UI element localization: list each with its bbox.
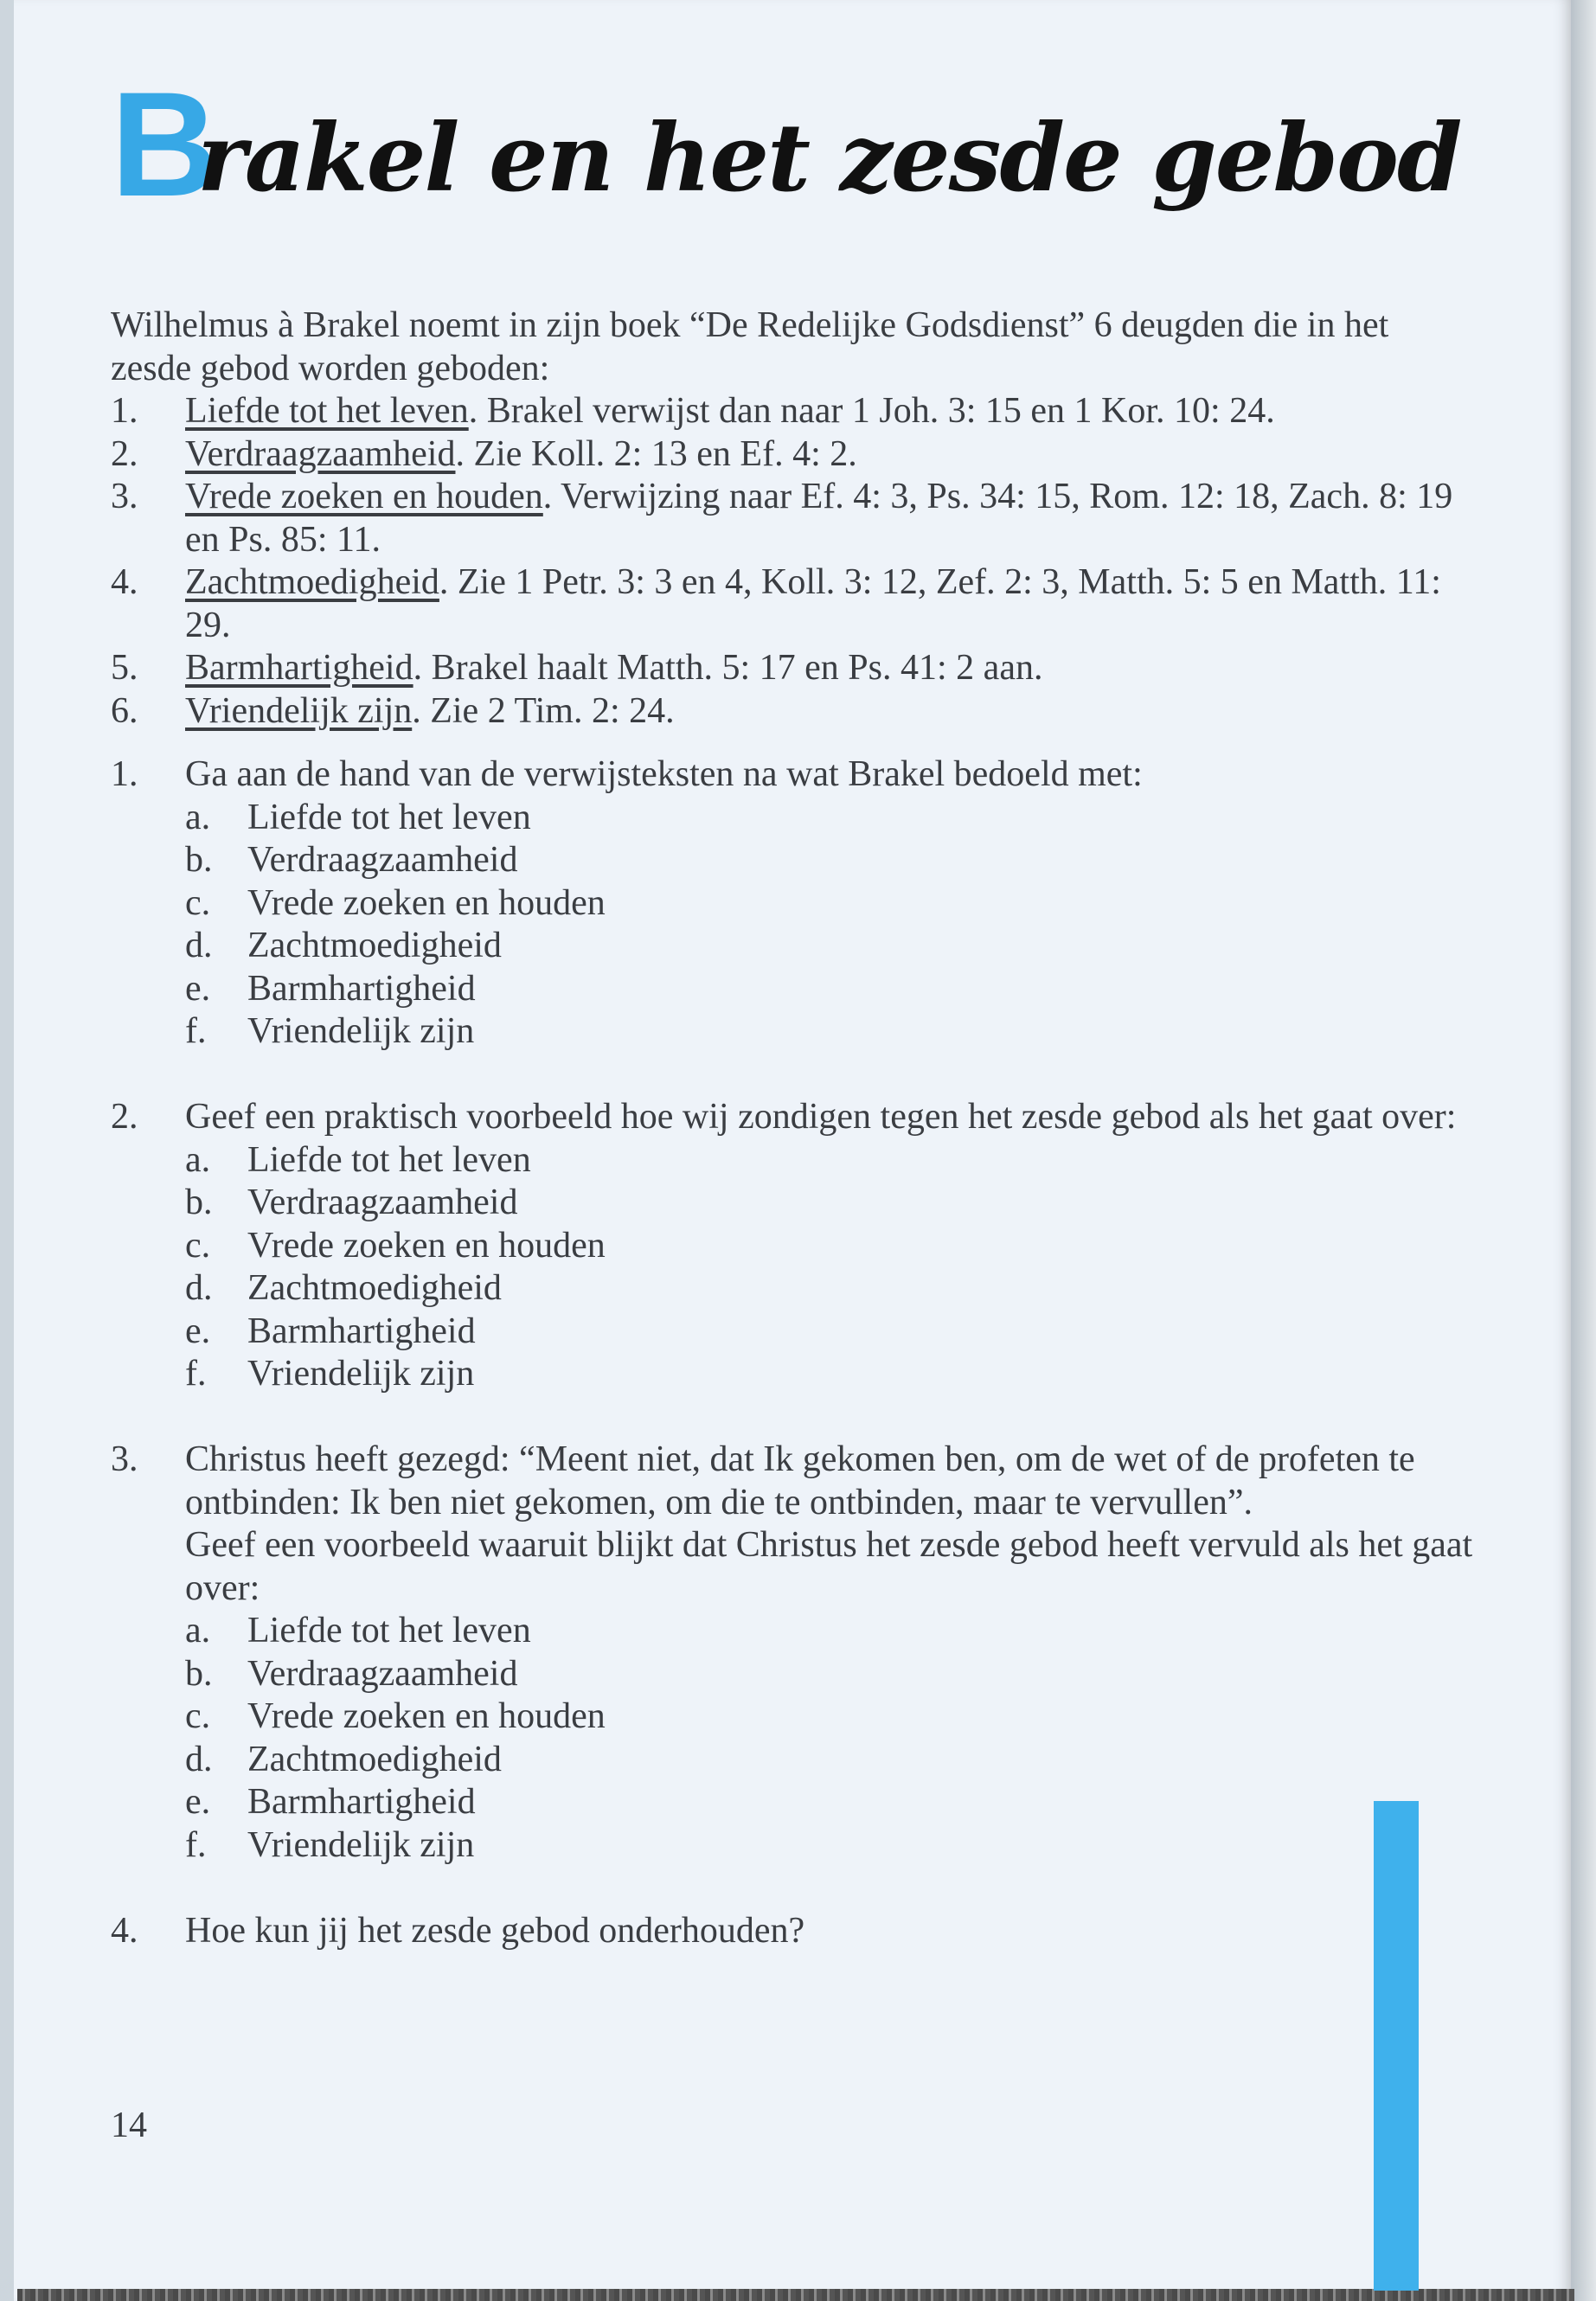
virtue-number: 5. xyxy=(111,648,138,688)
virtue-note: . Zie 2 Tim. 2: 24. xyxy=(412,690,675,731)
virtue-item xyxy=(111,390,1477,433)
item-label: Liefde tot het leven xyxy=(247,797,531,837)
virtue-note: . Zie 1 Petr. 3: 3 en 4, Koll. 3: 12, Zef. 2: 3, Matth. 5: 5 en Matth. 11: 29. xyxy=(185,562,1441,645)
virtue-list xyxy=(111,390,1477,733)
page-edge-shadow xyxy=(1571,0,1596,2301)
item-letter: b. xyxy=(185,840,213,880)
item-label: Vriendelijk zijn xyxy=(247,1011,475,1051)
question-2 xyxy=(111,1096,1477,1396)
page-number: 14 xyxy=(111,2106,147,2145)
item-label: Verdraagzaamheid xyxy=(247,840,518,880)
answer-item xyxy=(185,1653,1477,1696)
item-label: Barmhartigheid xyxy=(247,968,476,1009)
body-text xyxy=(111,304,1477,1952)
item-letter: c. xyxy=(185,1696,211,1736)
item-letter: b. xyxy=(185,1183,213,1222)
answer-item xyxy=(185,1353,1477,1396)
answer-list xyxy=(185,797,1477,1054)
question-text xyxy=(111,1096,1477,1139)
item-letter: e. xyxy=(185,1782,211,1822)
virtue-name: Verdraagzaamheid xyxy=(185,433,456,474)
item-label: Zachtmoedigheid xyxy=(247,1268,502,1308)
virtue-name: Vriendelijk zijn xyxy=(185,690,413,731)
item-letter: f. xyxy=(185,1824,207,1865)
question-text xyxy=(111,753,1477,797)
answer-item xyxy=(185,797,1477,840)
item-label: Vrede zoeken en houden xyxy=(247,1225,606,1266)
question-body: Christus heeft gezegd: “Meent niet, dat Ik gekomen ben, om de wet of de profeten te ontbinden: Ik ben niet gekomen, om die te ontbinden, maar te vervullen”. xyxy=(185,1439,1415,1522)
item-label: Liefde tot het leven xyxy=(247,1139,531,1180)
item-letter: d. xyxy=(185,926,213,965)
virtue-number: 3. xyxy=(111,477,138,516)
answer-item xyxy=(185,968,1477,1011)
virtue-number: 1. xyxy=(111,391,138,431)
virtue-item xyxy=(111,561,1477,647)
question-4 xyxy=(111,1910,1477,1953)
question-text xyxy=(111,1439,1477,1524)
item-letter: c. xyxy=(185,1225,211,1266)
answer-list xyxy=(185,1139,1477,1396)
answer-item xyxy=(185,925,1477,968)
answer-item xyxy=(185,1139,1477,1183)
accent-bar xyxy=(1374,1801,1419,2291)
item-letter: f. xyxy=(185,1011,207,1051)
virtue-item xyxy=(111,647,1477,690)
virtue-name: Liefde tot het leven xyxy=(185,391,469,431)
question-number: 3. xyxy=(111,1439,138,1479)
answer-item xyxy=(185,1311,1477,1354)
item-letter: a. xyxy=(185,1611,211,1650)
virtue-item xyxy=(111,433,1477,477)
question-text-2 xyxy=(111,1524,1477,1610)
item-label: Vriendelijk zijn xyxy=(247,1824,475,1865)
item-label: Vrede zoeken en houden xyxy=(247,882,606,923)
question-body: Ga aan de hand van de verwijsteksten na wat Brakel bedoeld met: xyxy=(185,754,1143,794)
question-body: Geef een praktisch voorbeeld hoe wij zondigen tegen het zesde gebod als het gaat over: xyxy=(185,1097,1457,1137)
item-letter: f. xyxy=(185,1354,207,1394)
question-text xyxy=(111,1910,1477,1953)
item-letter: e. xyxy=(185,968,211,1009)
virtue-name: Zachtmoedigheid xyxy=(185,562,439,602)
question-number: 4. xyxy=(111,1910,138,1951)
virtue-number: 4. xyxy=(111,562,138,602)
virtue-number: 2. xyxy=(111,433,138,474)
item-label: Liefde tot het leven xyxy=(247,1611,531,1650)
item-label: Vriendelijk zijn xyxy=(247,1354,475,1394)
virtue-name: Barmhartigheid xyxy=(185,648,413,688)
item-label: Zachtmoedigheid xyxy=(247,926,502,965)
answer-list xyxy=(185,1610,1477,1867)
answer-item xyxy=(185,839,1477,882)
item-label: Verdraagzaamheid xyxy=(247,1183,518,1222)
virtue-note: . Brakel haalt Matth. 5: 17 en Ps. 41: 2 aan. xyxy=(413,648,1043,688)
question-number: 2. xyxy=(111,1097,138,1137)
scan-edge xyxy=(17,2289,1574,2301)
question-body: Hoe kun jij het zesde gebod onderhouden? xyxy=(185,1910,805,1951)
virtue-item xyxy=(111,690,1477,734)
item-label: Verdraagzaamheid xyxy=(247,1653,518,1694)
answer-item xyxy=(185,1010,1477,1054)
item-label: Zachtmoedigheid xyxy=(247,1739,502,1779)
item-label: Barmhartigheid xyxy=(247,1311,476,1351)
virtue-name: Vrede zoeken en houden xyxy=(185,477,543,516)
item-label: Vrede zoeken en houden xyxy=(247,1696,606,1736)
item-letter: d. xyxy=(185,1268,213,1308)
question-3 xyxy=(111,1439,1477,1867)
title-initial: B xyxy=(111,61,219,228)
virtue-note: . Brakel verwijst dan naar 1 Joh. 3: 15 en 1 Kor. 10: 24. xyxy=(468,391,1275,431)
answer-item xyxy=(185,1182,1477,1225)
question-body-2: Geef een voorbeeld waaruit blijkt dat Christus het zesde gebod heeft vervuld als het gaat over: xyxy=(185,1525,1473,1608)
question-1 xyxy=(111,753,1477,1054)
virtue-note: . Verwijzing naar Ef. 4: 3, Ps. 34: 15, Rom. 12: 18, Zach. 8: 19 en Ps. 85: 11. xyxy=(185,477,1453,560)
item-letter: d. xyxy=(185,1739,213,1779)
answer-item xyxy=(185,1267,1477,1311)
intro-paragraph: Wilhelmus à Brakel noemt in zijn boek “De Redelijke Godsdienst” 6 deugden die in het zesde gebod worden geboden: xyxy=(111,305,1389,388)
answer-item xyxy=(185,882,1477,926)
item-letter: c. xyxy=(185,882,211,923)
answer-item xyxy=(185,1610,1477,1653)
question-number: 1. xyxy=(111,754,138,794)
page-title: rakel en het zesde gebod xyxy=(197,104,1461,213)
item-letter: a. xyxy=(185,1139,211,1180)
answer-item xyxy=(185,1781,1477,1824)
answer-item xyxy=(185,1225,1477,1268)
virtue-number: 6. xyxy=(111,690,138,731)
virtue-note: . Zie Koll. 2: 13 en Ef. 4: 2. xyxy=(455,433,857,474)
answer-item xyxy=(185,1695,1477,1739)
item-label: Barmhartigheid xyxy=(247,1782,476,1822)
item-letter: e. xyxy=(185,1311,211,1351)
item-letter: b. xyxy=(185,1653,213,1694)
item-letter: a. xyxy=(185,797,211,837)
answer-item xyxy=(185,1824,1477,1868)
answer-item xyxy=(185,1739,1477,1782)
virtue-item xyxy=(111,476,1477,561)
